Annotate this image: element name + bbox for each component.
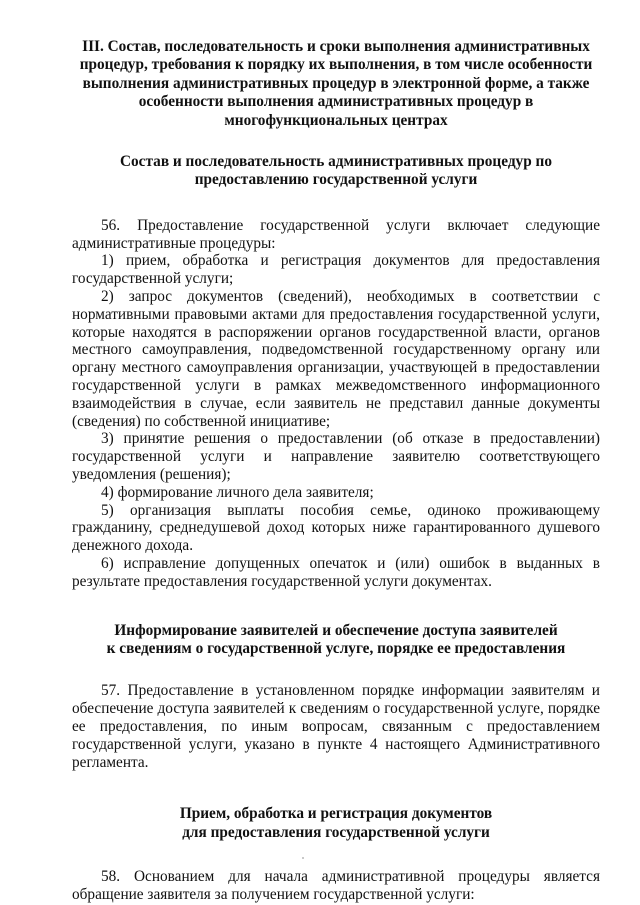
subsection-title-line: для предоставления государственной услуги xyxy=(182,823,490,841)
paragraph-56: 56. Предоставление государственной услуги включает следующие административные процедуры: xyxy=(72,216,600,252)
scan-speck xyxy=(302,857,304,859)
section-title-line: III. Состав, последовательность и сроки выполнения административных xyxy=(82,38,590,55)
list-item-2: 2) запрос документов (сведений), необходимых в соответствии с нормативными правовыми актами для предоставления государственной услуги, которые находятся в распоряжении органов государственной власти, органов местного самоуправления, подведомственной государственному органу или органу местного самоуправления организации, участвующей в предоставлении государственной услуги в рамках межведомственного информационного взаимодействия в случае, если заявитель не представил данные документы (сведения) по собственной инициативе; xyxy=(72,288,600,430)
subsection-title-informing xyxy=(72,622,600,659)
list-item-1: 1) прием, обработка и регистрация документов для предоставления государственной услуги; xyxy=(72,252,600,288)
document-page xyxy=(72,38,600,904)
subsection-title-line: Информирование заявителей и обеспечение доступа заявителей xyxy=(114,621,558,639)
subsection-title-line: Состав и последовательность административных процедур по xyxy=(119,153,553,171)
subsection-title-line: предоставлению государственной услуги xyxy=(194,171,478,189)
list-item-3: 3) принятие решения о предоставлении (об отказе в предоставлении) государственной услуги и направление заявителю соответствующего уведомления (решения); xyxy=(72,430,600,483)
list-item-5: 5) организация выплаты пособия семье, одиноко проживающему гражданину, среднедушевой доход которых ниже гарантированного душевого денежного дохода. xyxy=(72,501,600,555)
section-title-line: многофункциональных центрах xyxy=(224,111,448,129)
subsection-title-reception xyxy=(72,805,600,842)
list-item-6: 6) исправление допущенных опечаток и (или) ошибок в выданных в результате предоставления государственной услуги документах. xyxy=(72,554,600,590)
subsection-title-line: к сведениям о государственной услуге, порядке ее предоставления xyxy=(106,639,566,657)
list-item-4: 4) формирование личного дела заявителя; xyxy=(101,483,374,501)
subsection-title-composition xyxy=(72,153,600,190)
section-title-line: выполнения административных процедур в электронной форме, а также xyxy=(82,74,590,92)
paragraph-58: 58. Основанием для начала административной процедуры является обращение заявителя за получением государственной услуги: xyxy=(72,868,600,903)
paragraph-57: 57. Предоставление в установленном порядке информации заявителям и обеспечение доступа заявителей к сведениям о государственной услуге, порядке ее предоставления, по иным вопросам, связанным с предоставлением государственной услуги, указано в пункте 4 настоящего Административного регламента. xyxy=(72,682,600,771)
section-title-line: особенности выполнения административных процедур в xyxy=(138,93,534,111)
subsection-title-line: Прием, обработка и регистрация документов xyxy=(179,805,493,823)
section-title-line: процедур, требования к порядку их выполнения, в том числе особенности xyxy=(79,56,593,74)
section-title xyxy=(72,38,600,130)
